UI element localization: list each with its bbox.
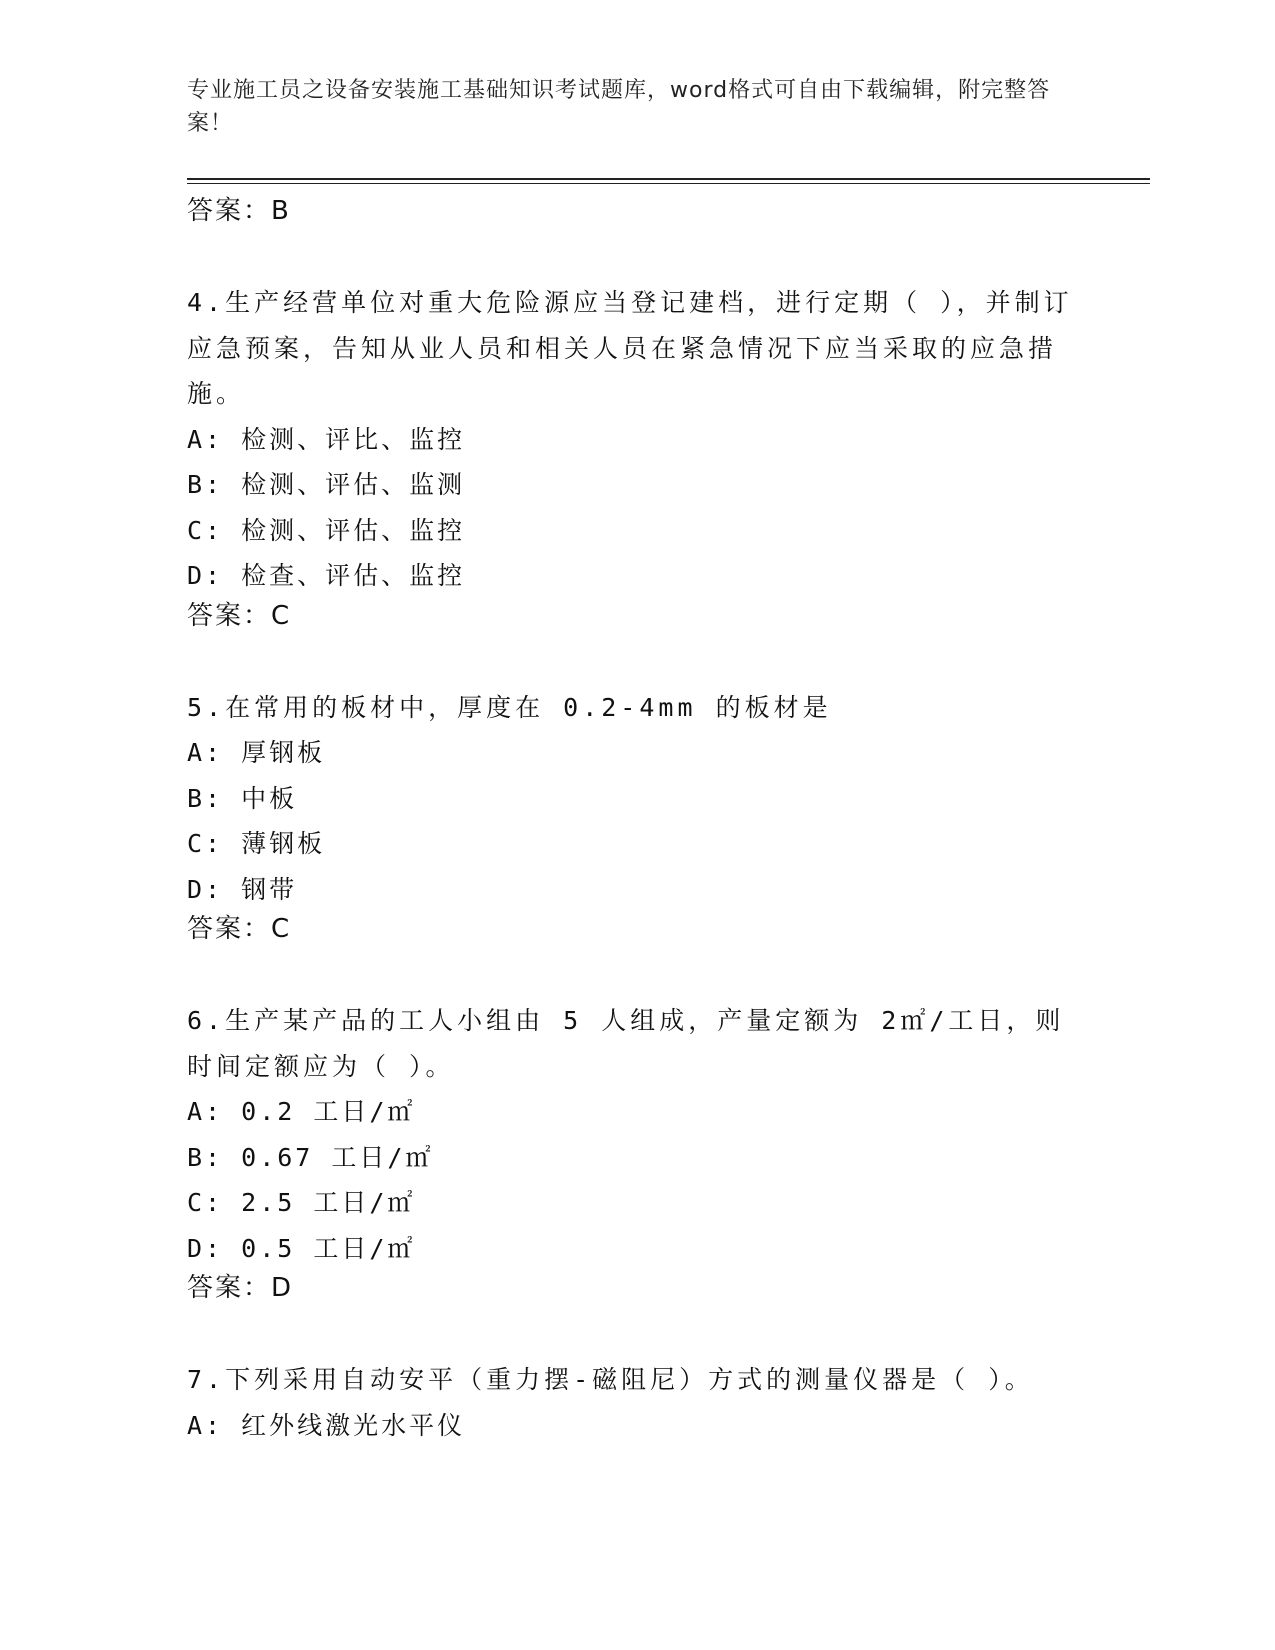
option-b: B: 检测、评估、监测 xyxy=(187,470,466,499)
option-b: B: 中板 xyxy=(187,783,298,813)
answer-line: 答案：C xyxy=(187,914,292,944)
header-divider-thin xyxy=(187,183,1150,184)
answer-line: 答案：C xyxy=(187,600,292,631)
option-c: C: 检测、评估、监控 xyxy=(187,515,466,545)
question-5 xyxy=(187,685,1087,945)
answer-line: 答案：B xyxy=(187,196,291,226)
option-a: A: 红外线激光水平仪 xyxy=(187,1410,466,1440)
document-header: 专业施工员之设备安装施工基础知识考试题库，word格式可自由下载编辑，附完整答案！ xyxy=(187,78,1051,136)
header-divider-thick xyxy=(187,178,1150,180)
option-a: A: 0.2 工日/㎡ xyxy=(187,1097,416,1126)
option-d: D: 钢带 xyxy=(187,874,298,904)
option-b: B: 0.67 工日/㎡ xyxy=(187,1142,434,1172)
question-6 xyxy=(187,998,1087,1303)
option-d: D: 0.5 工日/㎡ xyxy=(187,1233,416,1263)
option-c: C: 薄钢板 xyxy=(187,829,326,858)
question-text: 5.在常用的板材中，厚度在 0.2-4mm 的板材是 xyxy=(187,692,832,722)
question-text: 6.生产某产品的工人小组由 5 人组成，产量定额为 2㎡/工日，则时间定额应为（ ）。 xyxy=(187,1006,1065,1081)
question-4 xyxy=(187,280,1087,631)
question-text: 7.下列采用自动安平（重力摆-磁阻尼）方式的测量仪器是（ ）。 xyxy=(187,1365,1034,1394)
option-a: A: 检测、评比、监控 xyxy=(187,424,466,454)
option-a: A: 厚钢板 xyxy=(187,738,326,767)
option-d: D: 检查、评估、监控 xyxy=(187,561,466,590)
question-list xyxy=(187,190,1087,1448)
question-7 xyxy=(187,1357,1087,1448)
option-c: C: 2.5 工日/㎡ xyxy=(187,1188,416,1217)
question-text: 4.生产经营单位对重大危险源应当登记建档，进行定期（ ），并制订应急预案，告知从业人员和相关人员在紧急情况下应当采取的应急措施。 xyxy=(187,288,1073,408)
answer-line: 答案：D xyxy=(187,1273,294,1303)
